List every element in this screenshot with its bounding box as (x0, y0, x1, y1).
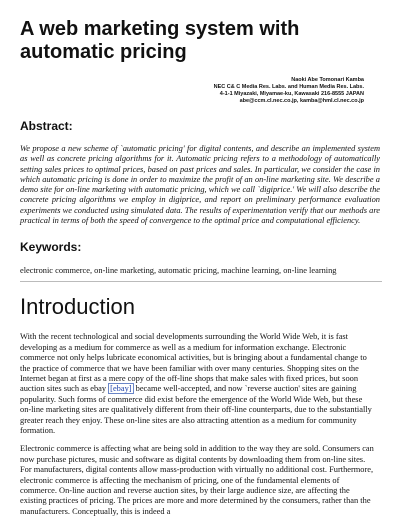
author-emails: abe@ccm.cl.nec.co.jp, kamba@hml.cl.nec.co.jp (239, 98, 364, 104)
author-block (20, 77, 364, 105)
abstract-heading: Abstract: (20, 119, 73, 133)
author-affiliation: NEC C& C Media Res. Labs. and Human Media Res. Labs. (213, 84, 364, 90)
intro-p1-text-end: became well-accepted, and now `reverse auction' sites are gaining popularity. Such forms of commerce did exist before the emergence of the World Wide Web, but these on-line marketing sites are qualitatively different from their off-line counterparts, due to the substantially greater reach they enjoy. These on-line sites are also attracting attention as a medium for community formation. (20, 384, 372, 436)
abstract-text: We propose a new scheme of `automatic pricing' for digital contents, and describe an implemented system as well as concrete pricing algorithms for it. Automatic pricing refers to a methodology of automatically setting sales prices to optimal prices, based on past prices and sales. In particular, we consider the case in which automatic pricing is done in order to maximize the profit of an on-line marketing site. We describe a demo site for on-line marketing with automatic pricing, which we call `digiprice.' We will also describe the concrete pricing algorithms we employ in digiprice, and report on preliminary performance evaluation experiments we conducted using simulated data. The results of experimentation verify that our methods are practical in terms of both the speed of convergence to the optimal price and computational efficiency. (20, 144, 380, 226)
paper-title: A web marketing system with automatic pricing (20, 18, 300, 63)
keywords-heading: Keywords: (20, 240, 82, 255)
intro-p1-text-start: With the recent technological and social developments surrounding the World Wide Web, it is fast developing as a medium for commerce as well as a medium for information exchange. Electronic commerce not only helps lubricate economical activities, but is bringing about a fundamental change to the practice of commerce that we have been familiar with over many centuries. Shopping sites on the Internet began at first as a mere copy of the off-line shops that make sales with fixed prices, but soon auction sites such as ebay (20, 332, 367, 394)
intro-paragraph-1 (20, 332, 375, 436)
section-heading-introduction: Introduction (20, 294, 135, 320)
author-names: Naoki Abe Tomonari Kamba (291, 77, 364, 83)
section-divider (20, 281, 382, 282)
intro-paragraph-2: Electronic commerce is affecting what are being sold in addition to the way they are sold. Consumers can now purchase pictures, music and software as digital contents by downloading them from on-line sites. For manufacturers, digital contents allow mass-production with virtually no additional cost. Furthermore, electronic commerce is affecting the mechanism of pricing, one of the fundamental elements of commerce. On-line auction and reverse auction sites, by their large audience size, are affecting the existing practices of pricing. The prices are more and more determined by the consumers, rather than the manufacturers. Conceptually, this is indeed a (20, 444, 374, 516)
ebay-reference-link[interactable]: [ebay] (110, 384, 132, 394)
keywords-text: electronic commerce, on-line marketing, automatic pricing, machine learning, on-line learning (20, 266, 337, 276)
author-address: 4-1-1 Miyazaki, Miyamae-ku, Kawasaki 216-8555 JAPAN (219, 91, 364, 97)
